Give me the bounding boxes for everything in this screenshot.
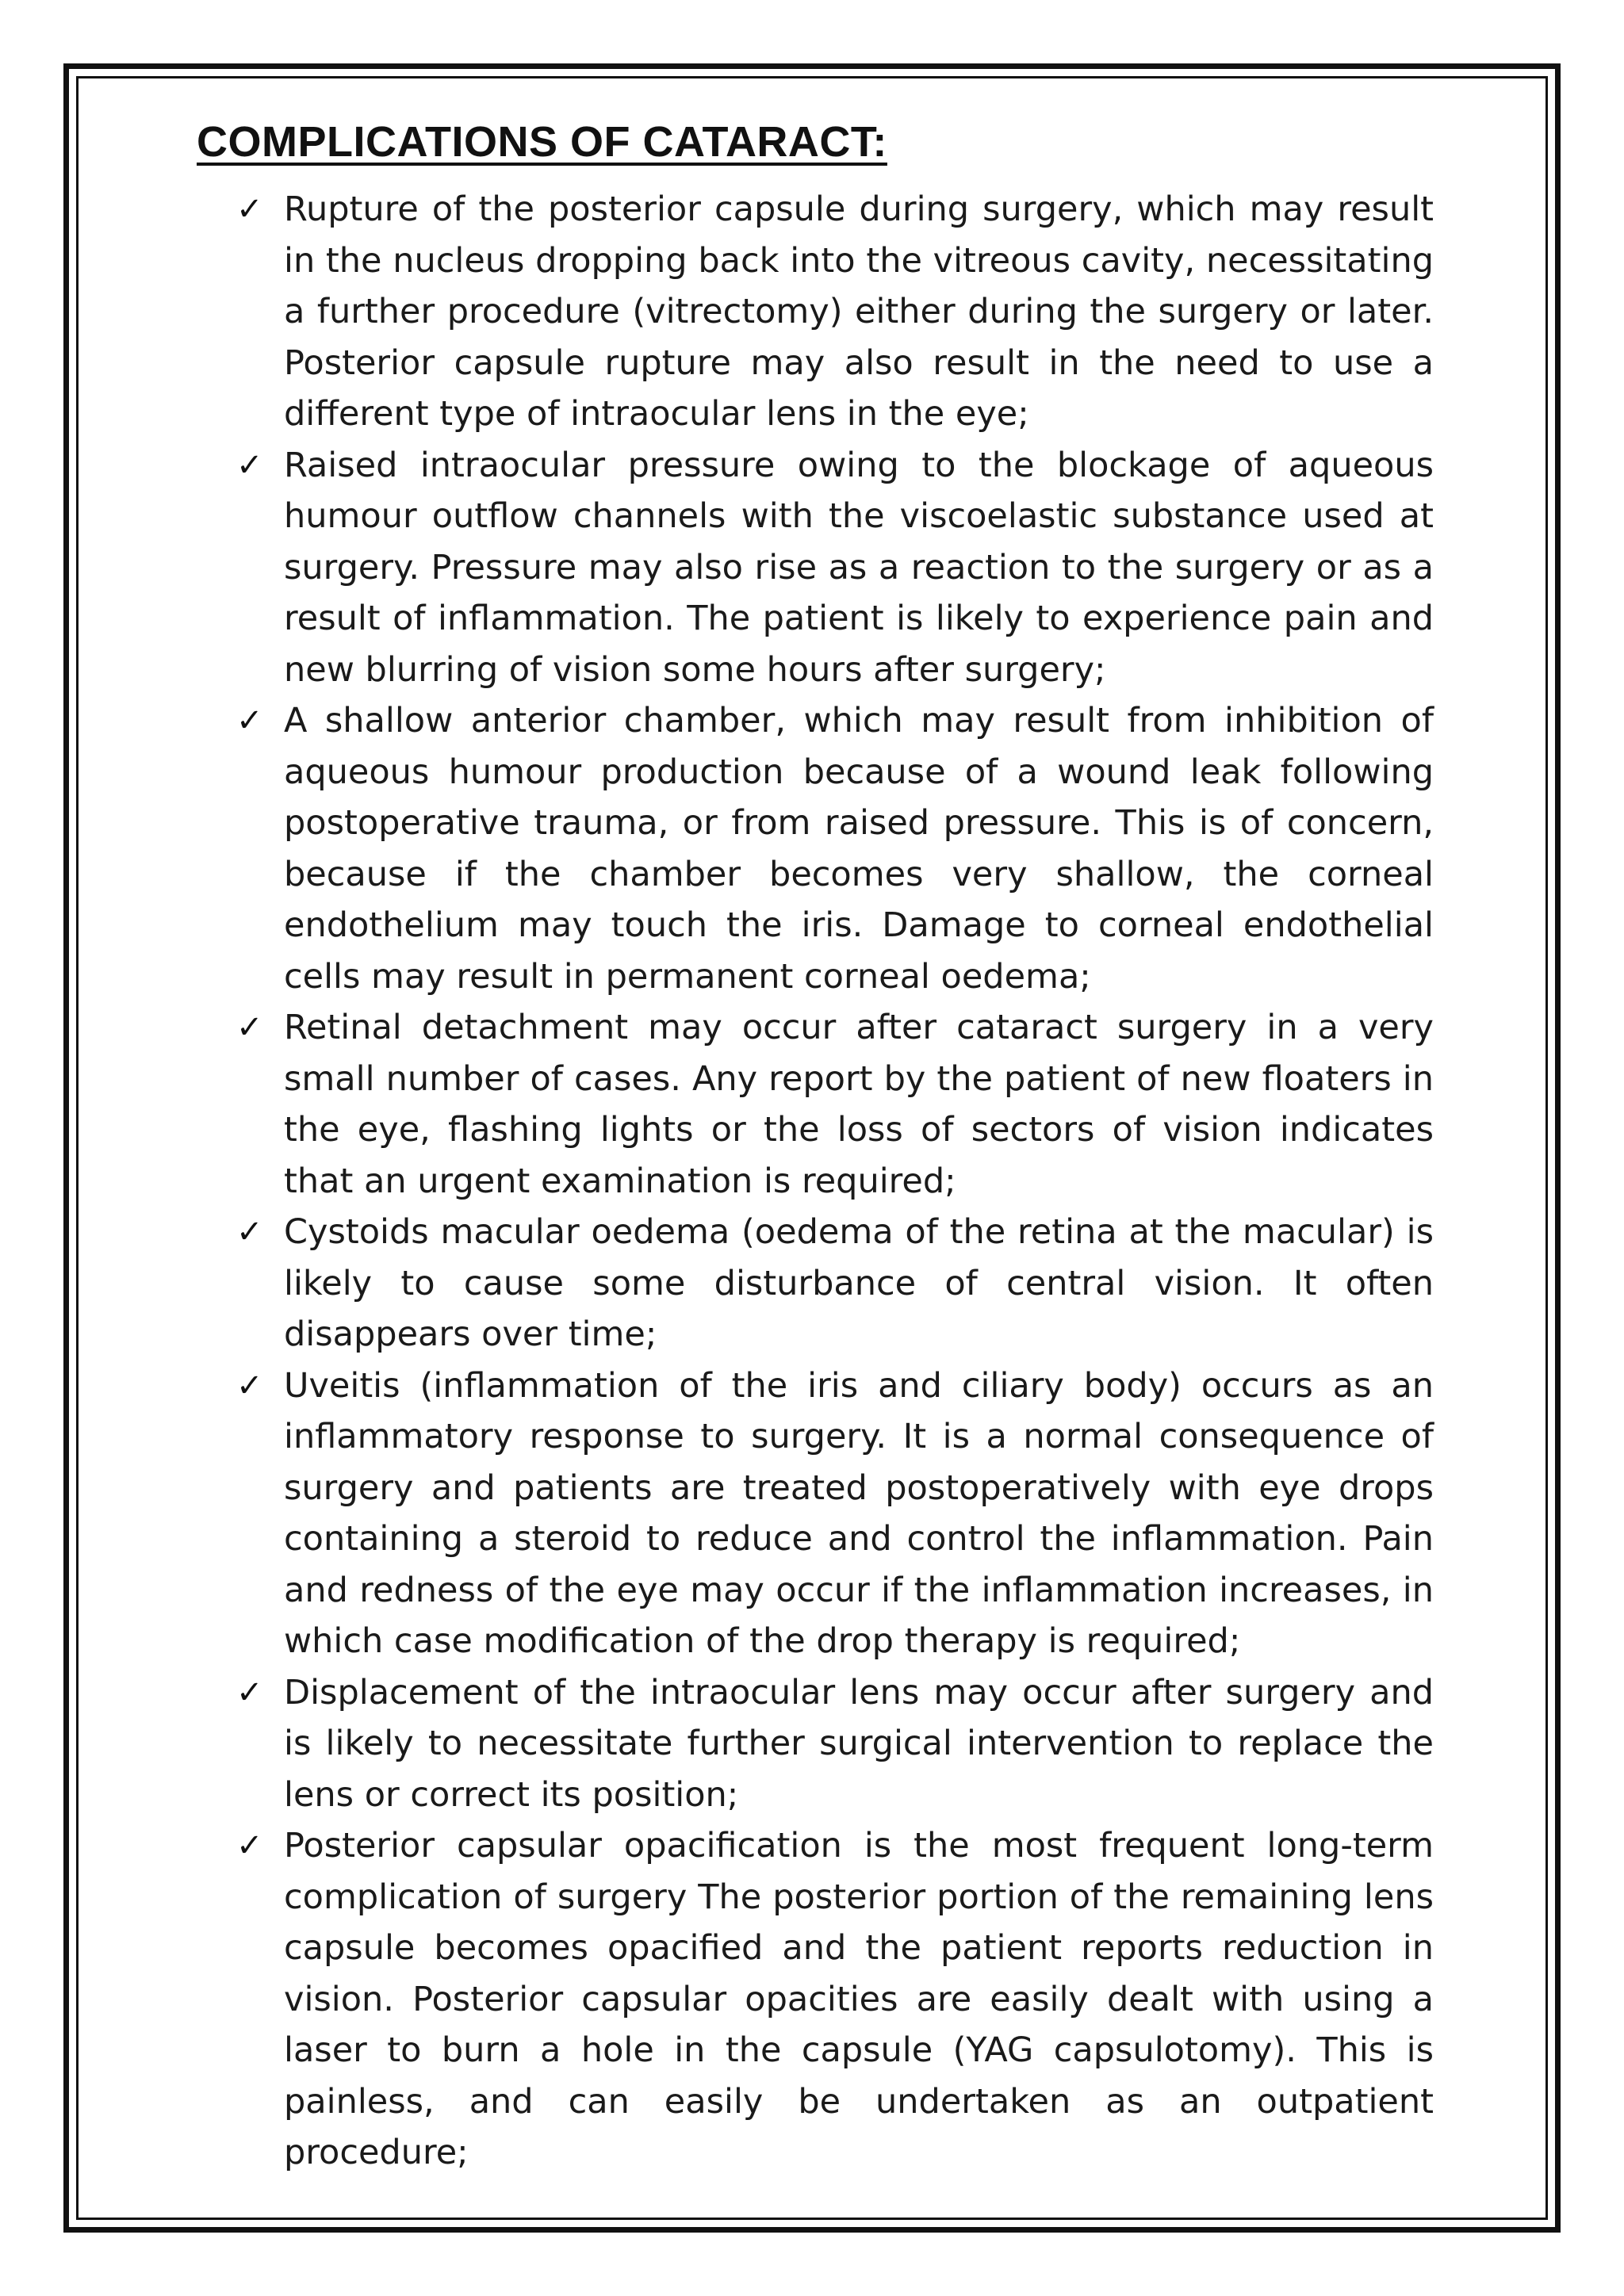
list-item-text: Posterior capsular opacification is the most frequent long-term complication of surgery The posterior portion of the remaining lens capsule becomes opacified and the patient reports reduction in vision. Posterior capsular opacities are easily dealt with using a laser to burn a hole in the capsule (YAG capsulotomy). This is painless, and can easily be undertaken as an outpatient procedure; [284, 1826, 1434, 2172]
complications-list [197, 184, 1434, 2179]
list-item-text: Displacement of the intraocular lens may occur after surgery and is likely to necessitate further surgical intervention to replace the lens or correct its position; [284, 1672, 1434, 1815]
document-body [197, 117, 1434, 2179]
list-item [197, 440, 1434, 696]
check-icon: ✓ [236, 702, 263, 739]
list-item-text: Rupture of the posterior capsule during surgery, which may result in the nucleus dropping back into the vitreous cavity, necessitating a further procedure (vitrectomy) either during the surgery or later. Posterior capsule rupture may also result in the need to use a different type of intraocular lens in the eye; [284, 189, 1434, 434]
list-item [197, 184, 1434, 440]
check-icon: ✓ [236, 1009, 263, 1046]
list-item [197, 1002, 1434, 1207]
page-title: COMPLICATIONS OF CATARACT: [197, 118, 887, 166]
list-item-text: Raised intraocular pressure owing to the blockage of aqueous humour outflow channels with the viscoelastic substance used at surgery. Pressure may also rise as a reaction to the surgery or as a result of inflammation. The patient is likely to experience pain and new blurring of vision some hours after surgery; [284, 445, 1434, 690]
check-icon: ✓ [236, 191, 263, 228]
check-icon: ✓ [236, 446, 263, 484]
check-icon: ✓ [236, 1367, 263, 1404]
list-item-text: A shallow anterior chamber, which may result from inhibition of aqueous humour production because of a wound leak following postoperative trauma, or from raised pressure. This is of concern, because if the chamber becomes very shallow, the corneal endothelium may touch the iris. Damage to corneal endothelial cells may result in permanent corneal oedema; [284, 701, 1434, 997]
check-icon: ✓ [236, 1827, 263, 1864]
list-item [197, 1820, 1434, 2179]
list-item [197, 1207, 1434, 1360]
check-icon: ✓ [236, 1214, 263, 1250]
list-item-text: Cystoids macular oedema (oedema of the retina at the macular) is likely to cause some disturbance of central vision. It often disappears over time; [284, 1212, 1434, 1354]
list-item-text: Retinal detachment may occur after cataract surgery in a very small number of cases. Any report by the patient of new floaters in the eye, flashing lights or the loss of sectors of vision indicates that an urgent examination is required; [284, 1008, 1434, 1201]
list-item [197, 1360, 1434, 1667]
list-item-text: Uveitis (inflammation of the iris and ciliary body) occurs as an inflammatory response to surgery. It is a normal consequence of surgery and patients are treated postoperatively with eye drops containing a steroid to reduce and control the inflammation. Pain and redness of the eye may occur if the inflammation increases, in which case modification of the drop therapy is required; [284, 1365, 1434, 1661]
check-icon: ✓ [236, 1674, 263, 1711]
list-item [197, 1667, 1434, 1821]
list-item [197, 695, 1434, 1002]
